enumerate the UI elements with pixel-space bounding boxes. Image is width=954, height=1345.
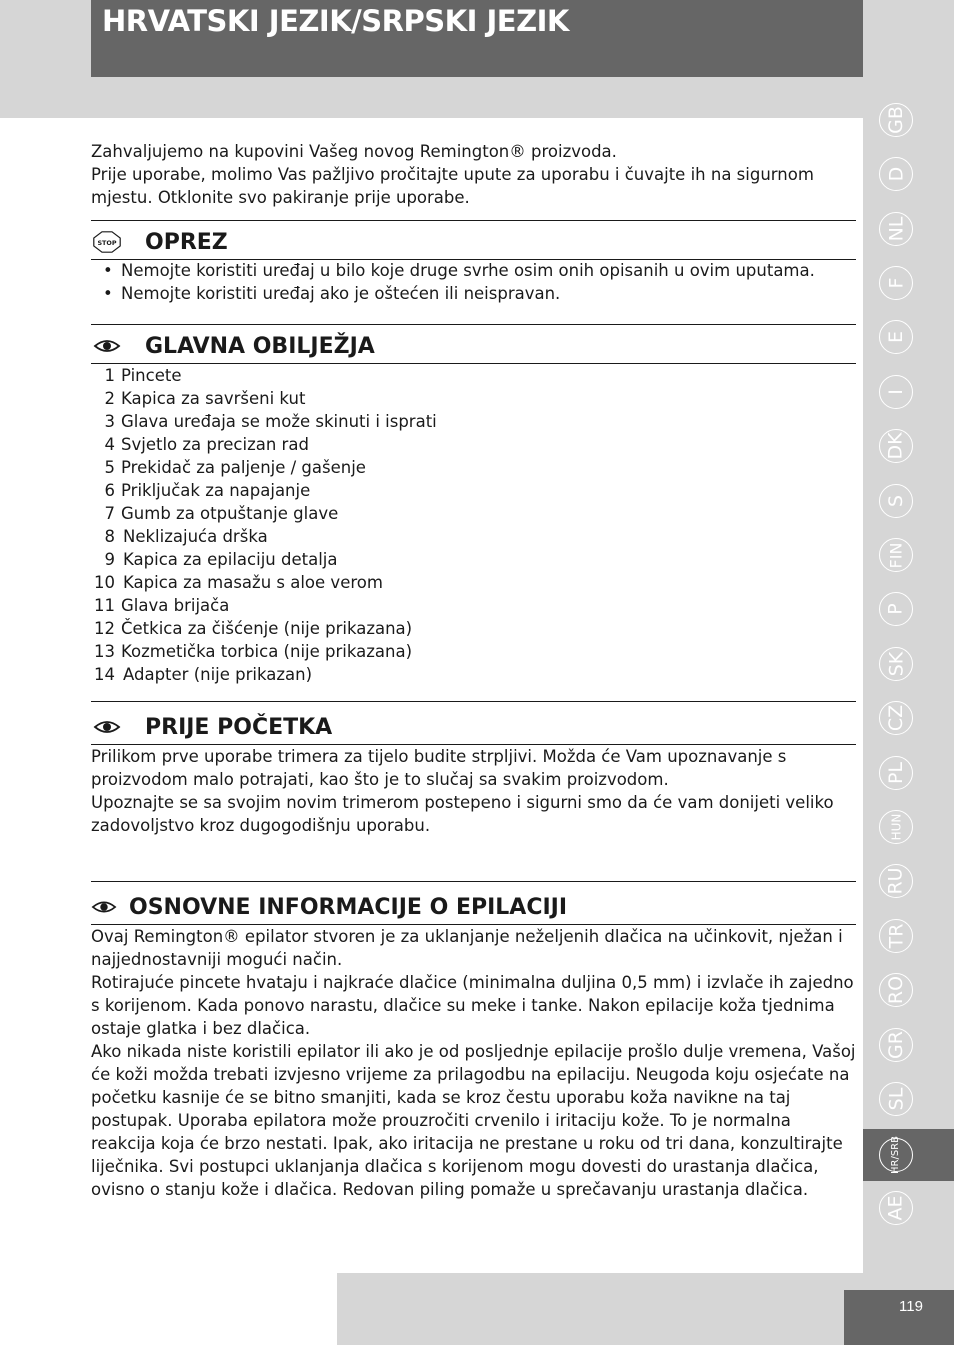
main-content	[91, 140, 856, 1201]
list-item: 8 Neklizajuća drška	[104, 527, 268, 546]
list-item: 1 Pincete	[104, 366, 182, 385]
language-tab-tr[interactable]: TR	[879, 919, 913, 953]
language-tab-gr[interactable]: GR	[879, 1028, 913, 1062]
epilation-paragraph-3: Ako nikada niste koristili epilator ili ako je od posljednje epilacije prošlo dulje vremena, Vašoj će koži možda trebati izvjesno vrijeme za prilagodbu na epilaciju. Neugoda koju osjećate na početku kasnije će se bitno smanjiti, kada se kroz čestu uporabu koža navikne na taj postupak. Uporaba epilatora može prouzročiti crvenilo i iritaciju kože. To je normalna reakcija koja će brzo nestati. Ipak, ako iritacija ne prestane u roku od tri dana, konzultirajte liječnika. Svi postupci uklanjanja dlačica s korijenom mogu dovesti do urastanja dlačica, ovisno o stanju kože i dlačica. Redovan piling pomaže u sprečavanju urastanja dlačica.	[91, 1042, 856, 1199]
section-title-features: GLAVNA OBILJEŽJA	[145, 334, 375, 359]
language-tab-pl[interactable]: PL	[879, 756, 913, 790]
eye-icon	[93, 335, 121, 357]
language-tab-gb[interactable]: GB	[879, 103, 913, 137]
section-header-start	[91, 701, 856, 745]
list-item: 10 Kapica za masažu s aloe verom	[94, 573, 383, 592]
stop-icon-text: STOP	[97, 238, 117, 247]
language-tab-p[interactable]: P	[879, 592, 913, 626]
epilation-paragraph-2: Rotirajuće pincete hvataju i najkraće dlačice (minimalna duljina 0,5 mm) i izvlače ih zajedno s korijenom. Kada ponovo narastu, dlačice su meke i tanke. Nakon epilacije koža tjednima ostaje glatka i bez dlačica.	[91, 973, 854, 1038]
language-tab-ae[interactable]: AE	[879, 1191, 913, 1225]
language-tab-i[interactable]: I	[879, 375, 913, 409]
language-tab-s[interactable]: S	[879, 484, 913, 518]
list-item: • Nemojte koristiti uređaj ako je oštećen ili neispravan.	[91, 282, 856, 305]
list-item: 4 Svjetlo za precizan rad	[104, 435, 309, 454]
list-item: 5 Prekidač za paljenje / gašenje	[104, 458, 366, 477]
language-tab-f[interactable]: F	[879, 266, 913, 300]
list-item: 7 Gumb za otpuštanje glave	[104, 504, 339, 523]
start-paragraph-2: Upoznajte se sa svojim novim trimerom postepeno i sigurni smo da će vam donijeti veliko zadovoljstvo kroz dugogodišnju uporabu.	[91, 793, 834, 835]
list-item: 9 Kapica za epilaciju detalja	[104, 550, 338, 569]
page-number: 119	[899, 1298, 923, 1315]
list-item: 11 Glava brijača	[94, 596, 230, 615]
page-number-box	[844, 1290, 954, 1345]
list-item: 2 Kapica za savršeni kut	[104, 389, 306, 408]
language-tab-ru[interactable]: RU	[879, 864, 913, 898]
language-tab-nl[interactable]: NL	[879, 212, 913, 246]
section-title-epilation: OSNOVNE INFORMACIJE O EPILACIJI	[129, 895, 568, 920]
section-header-oprez	[91, 220, 856, 260]
features-list	[91, 364, 856, 686]
language-tab-active-block	[863, 1129, 954, 1181]
oprez-list	[91, 259, 856, 305]
list-item: 14 Adapter (nije prikazan)	[94, 665, 313, 684]
language-sidebar	[863, 95, 954, 1245]
page-title: HRVATSKI JEZIK/SRPSKI JEZIK	[102, 4, 569, 38]
list-item: 3 Glava uređaja se može skinuti i isprati	[104, 412, 437, 431]
intro-line-1: Zahvaljujemo na kupovini Vašeg novog Remington® proizvoda.	[91, 142, 617, 161]
language-tab-d[interactable]: D	[879, 157, 913, 191]
language-tab-fin[interactable]: FIN	[879, 538, 913, 572]
language-tab-sl[interactable]: SL	[879, 1082, 913, 1116]
section-header-epilation	[91, 881, 856, 925]
language-tab-ro[interactable]: RO	[879, 973, 913, 1007]
list-item: 6 Priključak za napajanje	[104, 481, 311, 500]
language-tab-cz[interactable]: CZ	[879, 701, 913, 735]
language-tab-e[interactable]: E	[879, 320, 913, 354]
section-title-oprez: OPREZ	[145, 230, 228, 255]
intro-line-2: Prije uporabe, molimo Vas pažljivo pročitajte upute za uporabu i čuvajte ih na sigurnom mjestu. Otklonite svo pakiranje prije uporabe.	[91, 165, 814, 207]
eye-icon	[91, 896, 117, 918]
section-header-features	[91, 324, 856, 364]
start-paragraph-1: Prilikom prve uporabe trimera za tijelo budite strpljivi. Možda će Vam upoznavanje s proizvodom malo potrajati, kao što je to slučaj sa svakim proizvodom.	[91, 747, 787, 789]
list-item: 12 Četkica za čišćenje (nije prikazana)	[94, 619, 413, 638]
bottom-panel	[0, 1273, 337, 1345]
stop-icon	[93, 231, 121, 253]
language-tab-hr-srb[interactable]: HR/SRB	[879, 1138, 913, 1172]
language-tab-hun[interactable]: HUN	[879, 810, 913, 844]
list-item: 13 Kozmetička torbica (nije prikazana)	[94, 642, 413, 661]
epilation-paragraph-1: Ovaj Remington® epilator stvoren je za uklanjanje neželjenih dlačica na učinkovit, nježan i najjednostavniji mogući način.	[91, 927, 843, 969]
list-item: • Nemojte koristiti uređaj u bilo koje druge svrhe osim onih opisanih u ovim uputama.	[91, 259, 856, 282]
language-tab-sk[interactable]: SK	[879, 647, 913, 681]
language-tab-dk[interactable]: DK	[879, 429, 913, 463]
section-title-start: PRIJE POČETKA	[145, 715, 333, 740]
eye-icon	[93, 716, 121, 738]
